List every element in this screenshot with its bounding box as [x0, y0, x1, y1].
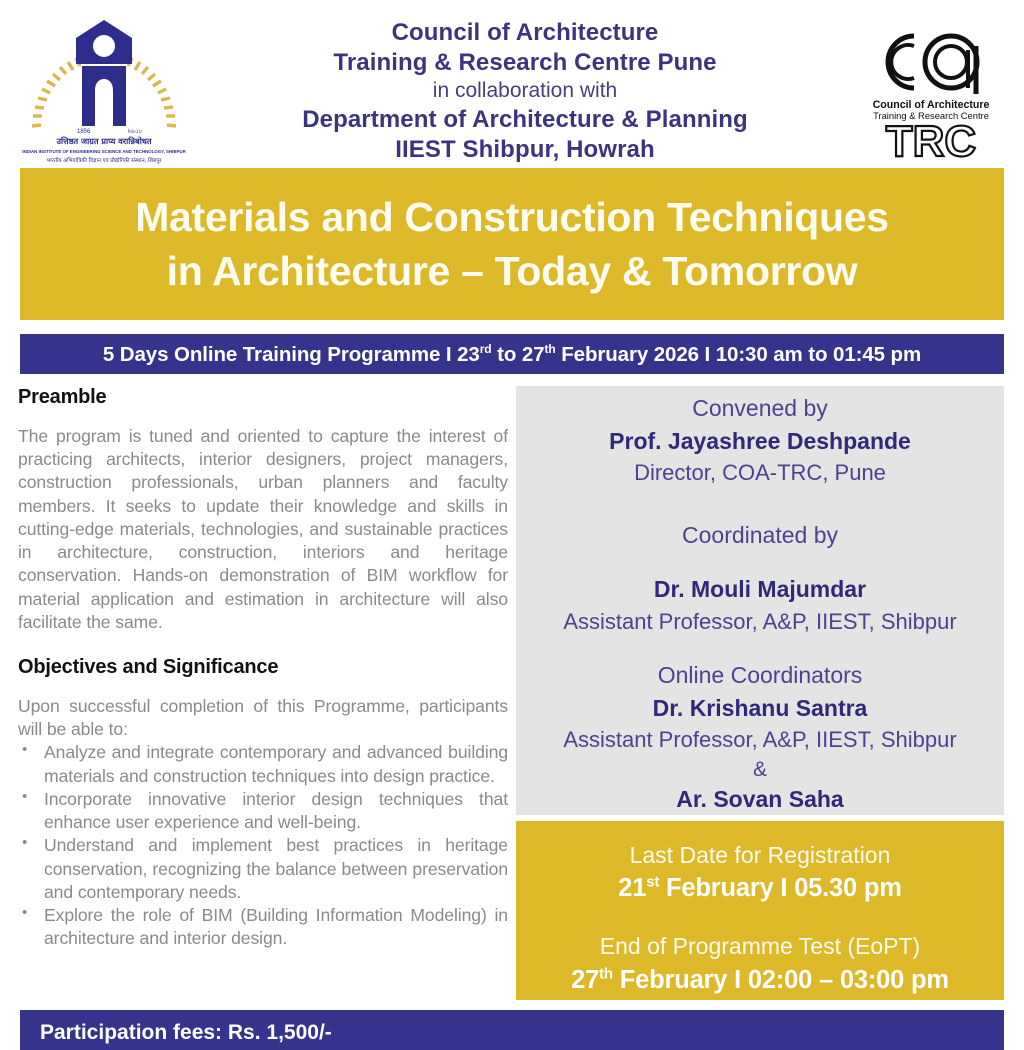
coordinator-designation: Assistant Professor, A&P, IIEST, Shibpur — [563, 608, 957, 634]
schedule-sup-1: rd — [479, 341, 492, 356]
objectives-heading: Objectives and Significance — [18, 655, 279, 678]
last-date-ordinal: st — [646, 873, 660, 891]
coordinated-by-label: Coordinated by — [682, 521, 838, 548]
eopt-rest: February I 02:00 – 03:00 pm — [612, 965, 949, 994]
dept-line-1: Department of Architecture & Planning — [302, 105, 748, 133]
left-content-column — [18, 386, 508, 950]
dept-line-2: IIEST Shibpur, Howrah — [395, 136, 655, 164]
svg-text:1856: 1856 — [77, 129, 91, 135]
iiest-motto-devanagari: उत्तिष्ठत जाग्रत प्राप्य वरान्निबोधत — [56, 136, 152, 146]
programme-title-line-1: Materials and Construction Techniques — [135, 193, 889, 240]
online-coordinator-1-name: Dr. Krishanu Santra — [652, 694, 868, 721]
list-item: • Analyze and integrate contemporary and advanced building materials and construction techniques into design practice. — [18, 741, 508, 787]
list-item: • Explore the role of BIM (Building Information Modeling) in architecture and interior design. — [18, 904, 508, 950]
list-item: • Incorporate innovative interior design techniques that enhance user experience and well-being. — [18, 788, 508, 834]
programme-title-banner — [20, 168, 1004, 320]
schedule-suffix: February 2026 I 10:30 am to 01:45 pm — [555, 342, 922, 366]
online-coordinator-1-designation: Assistant Professor, A&P, IIEST, Shibpur — [563, 727, 957, 753]
eopt-value — [516, 963, 1004, 998]
online-coordinator-2-name: Ar. Sovan Saha — [676, 785, 844, 812]
coa-trc-logo — [856, 20, 1006, 166]
schedule-prefix: 5 Days Online Training Programme I 23 — [102, 342, 480, 366]
online-coordinators-label: Online Coordinators — [657, 662, 863, 689]
programme-schedule-text — [103, 342, 921, 367]
last-date-day: 21 — [618, 874, 647, 903]
participation-fees-bar — [20, 1010, 1004, 1050]
last-date-value — [516, 871, 1004, 906]
org-line-2: Training & Research Centre Pune — [333, 49, 717, 77]
programme-schedule-bar — [20, 334, 1004, 374]
org-line-1: Council of Architecture — [391, 19, 659, 46]
objectives-intro: Upon successful completion of this Programme, participants will be able to: — [18, 695, 508, 740]
coa-trc-acronym: TRC — [885, 117, 977, 166]
list-item: • Understand and implement best practices in heritage conservation, recognizing the balance between preservation and contemporary needs. — [18, 834, 508, 904]
participation-fees-text: Participation fees: Rs. 1,500/- — [40, 1021, 332, 1044]
convened-by-label: Convened by — [692, 395, 828, 421]
last-date-label: Last Date for Registration — [629, 842, 891, 868]
eopt-ordinal: th — [599, 965, 613, 983]
schedule-sup-2: th — [544, 341, 556, 356]
iiest-logo-graphic — [14, 8, 194, 168]
preamble-heading: Preamble — [18, 386, 107, 408]
iiest-shibpur-logo — [14, 8, 194, 168]
schedule-mid: to 27 — [491, 342, 545, 366]
poster-header — [0, 0, 1024, 165]
iiest-name-en: INDIAN INSTITUTE OF ENGINEERING SCIENCE AND TECHNOLOGY, SHIBPUR — [22, 149, 186, 154]
svg-text:৳৯৫৮: ৳৯৫৮ — [128, 128, 143, 135]
registration-dates-box — [516, 821, 1004, 1000]
coordinator-name: Dr. Mouli Majumdar — [653, 576, 867, 603]
programme-title-line-2: in Architecture – Today & Tomorrow — [166, 248, 858, 294]
organisers-panel — [516, 386, 1004, 815]
coa-logo-line2: Training & Research Centre — [873, 110, 989, 121]
eopt-label: End of Programme Test (EoPT) — [599, 933, 921, 960]
convener-designation: Director, COA-TRC, Pune — [634, 460, 886, 486]
last-date-rest: February I 05.30 pm — [659, 874, 902, 903]
eopt-day: 27 — [571, 965, 600, 994]
header-title-block — [194, 0, 856, 165]
coa-logo-line1: Council of Architecture — [872, 99, 990, 111]
coa-trc-logo-graphic — [856, 20, 1006, 166]
collaboration-line: in collaboration with — [432, 79, 618, 103]
objectives-list — [18, 741, 508, 950]
convener-name: Prof. Jayashree Deshpande — [609, 427, 911, 454]
coordinators-ampersand: & — [752, 757, 767, 781]
iiest-name-hi: भारतीय अभियांत्रिकी विज्ञान एवं प्रौद्योगिकी संस्थान, शिबपुर — [46, 158, 162, 164]
preamble-text: The program is tuned and oriented to capture the interest of practicing architects, interior designers, project managers, construction professionals, urban planners and faculty members. It seeks to update their knowledge and skills in cutting-edge materials, technologies, and sustainable practices in architecture, construction, interiors and heritage conservation. Hands-on demonstration of BIM workflow for material application and estimation in architecture will also facilitate the same. — [18, 426, 508, 632]
